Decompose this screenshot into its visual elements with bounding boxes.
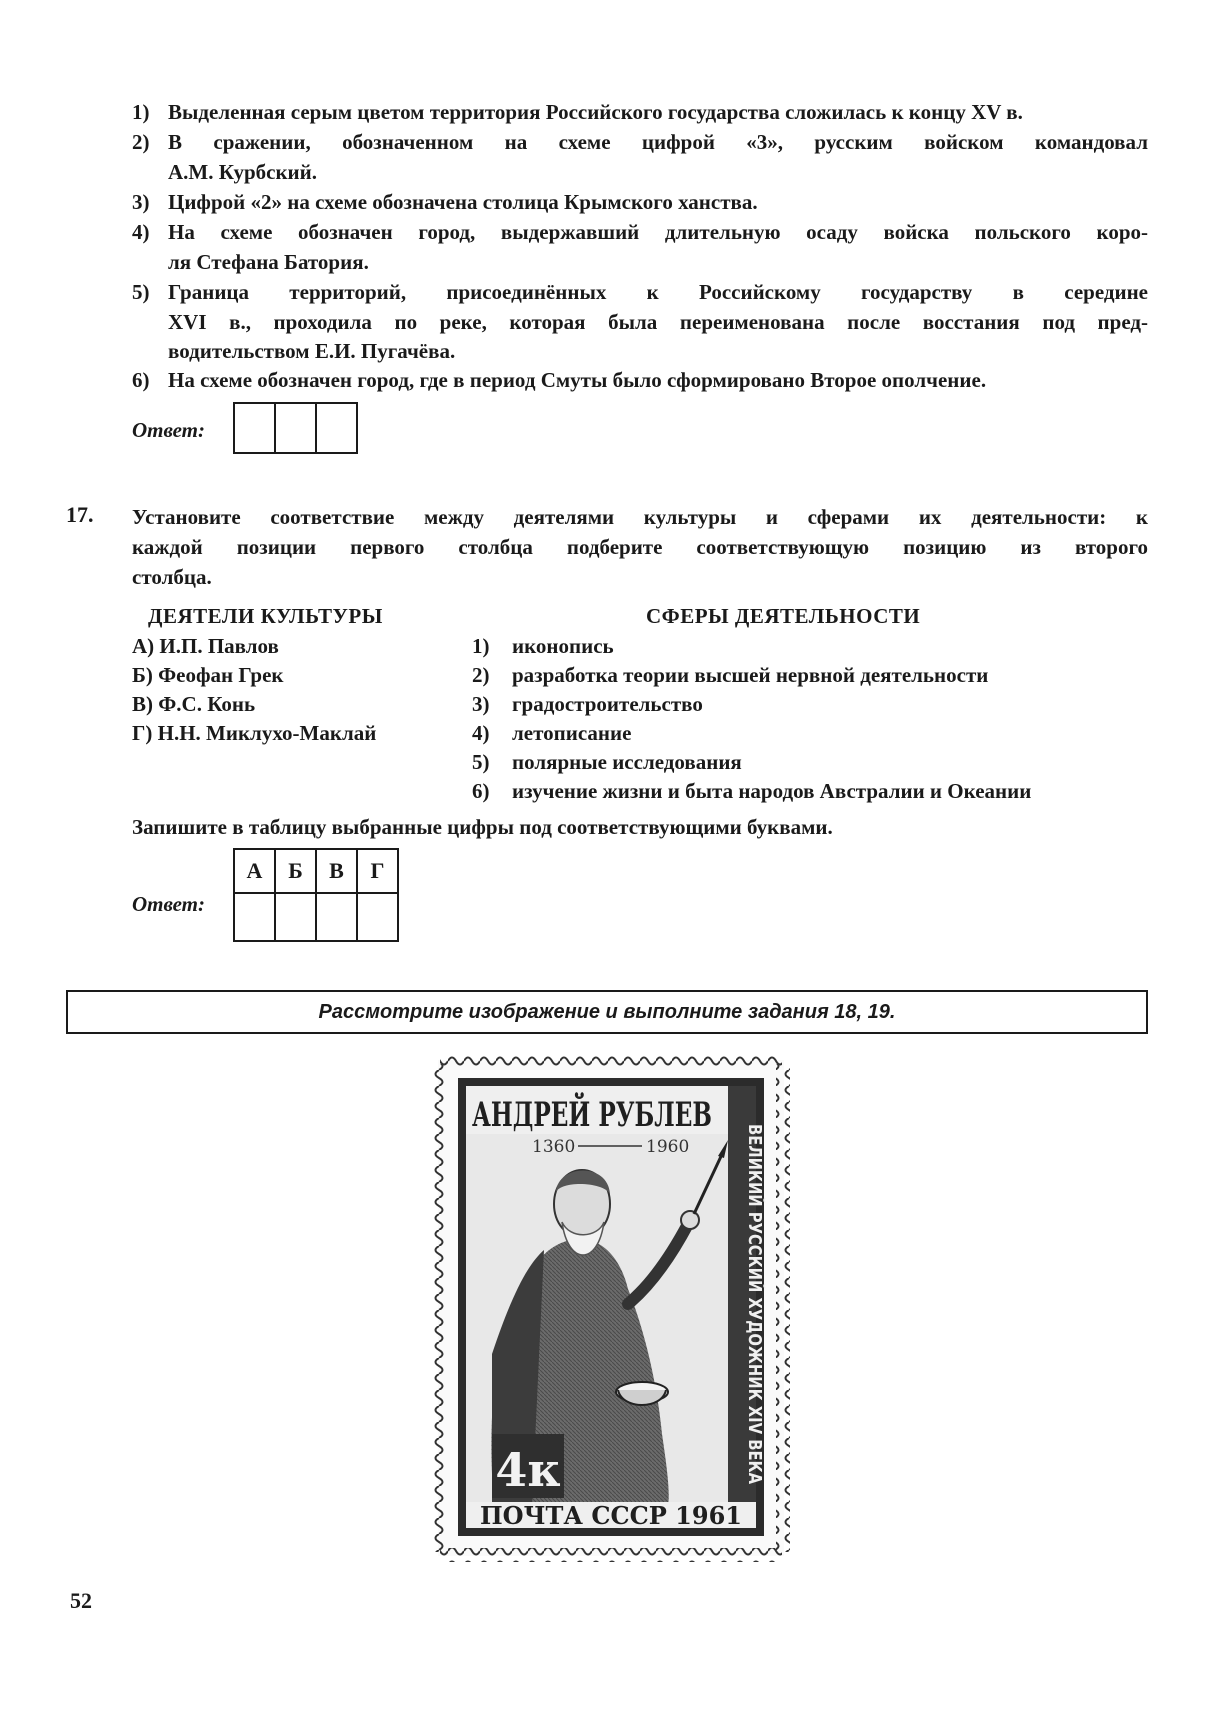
option-4 xyxy=(132,218,1148,277)
answer-cell[interactable] xyxy=(317,402,358,454)
task-text-line: столбца. xyxy=(132,565,212,589)
right-item xyxy=(472,692,703,717)
option-text-line: XVI в., проходила по реке, которая была переименована после восстания под пред- xyxy=(168,309,1148,334)
option-text-line: Граница территорий, присоединённых к Российскому государству в середине xyxy=(168,280,1148,304)
perforation-right xyxy=(776,1064,790,1552)
table-header-cell: А xyxy=(234,849,275,893)
stamp-value: 4к xyxy=(495,1443,561,1497)
right-column-header: СФЕРЫ ДЕЯТЕЛЬНОСТИ xyxy=(646,604,921,628)
instruction-text: Запишите в таблицу выбранные цифры под соответствующими буквами. xyxy=(132,815,833,839)
option-6 xyxy=(132,366,1148,396)
right-item-number: 6) xyxy=(472,779,490,803)
section-banner: Рассмотрите изображение и выполните задания 18, 19. xyxy=(66,990,1148,1034)
left-column-header: ДЕЯТЕЛИ КУЛЬТУРЫ xyxy=(148,604,383,628)
answer-cell[interactable] xyxy=(316,893,357,941)
right-item xyxy=(472,634,614,659)
option-2 xyxy=(132,128,1148,187)
task-text-line: каждой позиции первого столбца подберите соответствующую позицию из второго xyxy=(132,535,1148,559)
left-item: В) Ф.С. Конь xyxy=(132,692,256,716)
stamp-year-start: 1360 xyxy=(532,1137,576,1157)
right-item xyxy=(472,721,631,746)
option-number: 6) xyxy=(132,368,150,392)
task-number: 17. xyxy=(66,502,94,527)
option-text: Цифрой «2» на схеме обозначена столица Крымского ханства. xyxy=(168,190,758,214)
table-header-cell: Б xyxy=(275,849,316,893)
stamp-year-end: 1960 xyxy=(646,1137,690,1157)
option-text-line: На схеме обозначен город, выдержавший длительную осаду войска польского коро- xyxy=(168,220,1148,244)
right-item-text: иконопись xyxy=(512,634,614,658)
answer-cell[interactable] xyxy=(357,893,398,941)
answer-label: Ответ: xyxy=(132,892,205,916)
table-header-cell: В xyxy=(316,849,357,893)
right-item-number: 3) xyxy=(472,692,490,716)
stamp-side-text: ВЕЛИКИЙ РУССКИЙ ХУДОЖНИК XIV ВЕКА xyxy=(744,1124,765,1562)
option-text-line: ля Стефана Батория. xyxy=(168,249,369,274)
option-number: 3) xyxy=(132,190,150,214)
option-1 xyxy=(132,98,1148,128)
postage-stamp xyxy=(432,1054,790,1562)
option-number: 5) xyxy=(132,280,150,304)
perforation-left xyxy=(432,1064,446,1552)
right-item-number: 4) xyxy=(472,721,490,745)
right-item xyxy=(472,779,1031,804)
option-number: 4) xyxy=(132,220,150,244)
perforation-bottom xyxy=(440,1548,782,1562)
page-number: 52 xyxy=(70,1588,92,1613)
option-text-line: В сражении, обозначенном на схеме цифрой «3», русским войском командовал xyxy=(168,130,1148,154)
task-text-line: Установите соответствие между деятелями культуры и сферами их деятельности: к xyxy=(132,505,1148,529)
right-item-text: полярные исследования xyxy=(512,750,742,774)
answer-cell[interactable] xyxy=(234,893,275,941)
right-item-text: изучение жизни и быта народов Австралии и Океании xyxy=(512,779,1032,803)
answer-table xyxy=(233,848,399,942)
answer-cell[interactable] xyxy=(235,402,276,454)
option-number: 2) xyxy=(132,130,150,154)
option-text-line: А.М. Курбский. xyxy=(168,159,317,184)
answer-cell[interactable] xyxy=(276,402,317,454)
option-5 xyxy=(132,278,1148,367)
left-item: Г) Н.Н. Миклухо-Маклай xyxy=(132,721,377,745)
option-text: На схеме обозначен город, где в период Смуты было сформировано Второе ополчение. xyxy=(168,368,987,392)
table-header-cell: Г xyxy=(357,849,398,893)
left-item: А) И.П. Павлов xyxy=(132,634,279,658)
right-item-number: 5) xyxy=(472,750,490,774)
answer-cell[interactable] xyxy=(275,893,316,941)
stamp-illustration xyxy=(432,1054,790,1562)
right-item-number: 1) xyxy=(472,634,490,658)
right-item-text: градостроительство xyxy=(512,692,703,716)
right-item-text: летописание xyxy=(512,721,632,745)
option-text-line: водительством Е.И. Пугачёва. xyxy=(168,339,456,363)
right-item-number: 2) xyxy=(472,663,490,687)
option-text: Выделенная серым цветом территория Российского государства сложилась к концу XV в. xyxy=(168,100,1023,124)
stamp-bottom-label: ПОЧТА СССР 1961 xyxy=(480,1501,742,1530)
perforation-top xyxy=(440,1054,782,1068)
answer-label: Ответ: xyxy=(132,418,205,442)
right-item xyxy=(472,750,742,775)
right-item-text: разработка теории высшей нервной деятельности xyxy=(512,663,989,687)
option-3 xyxy=(132,188,1148,218)
option-number: 1) xyxy=(132,100,150,124)
right-item xyxy=(472,663,988,688)
left-item: Б) Феофан Грек xyxy=(132,663,284,687)
stamp-title: АНДРЕЙ РУБЛЕВ xyxy=(472,1095,790,1135)
answer-boxes xyxy=(233,402,358,454)
